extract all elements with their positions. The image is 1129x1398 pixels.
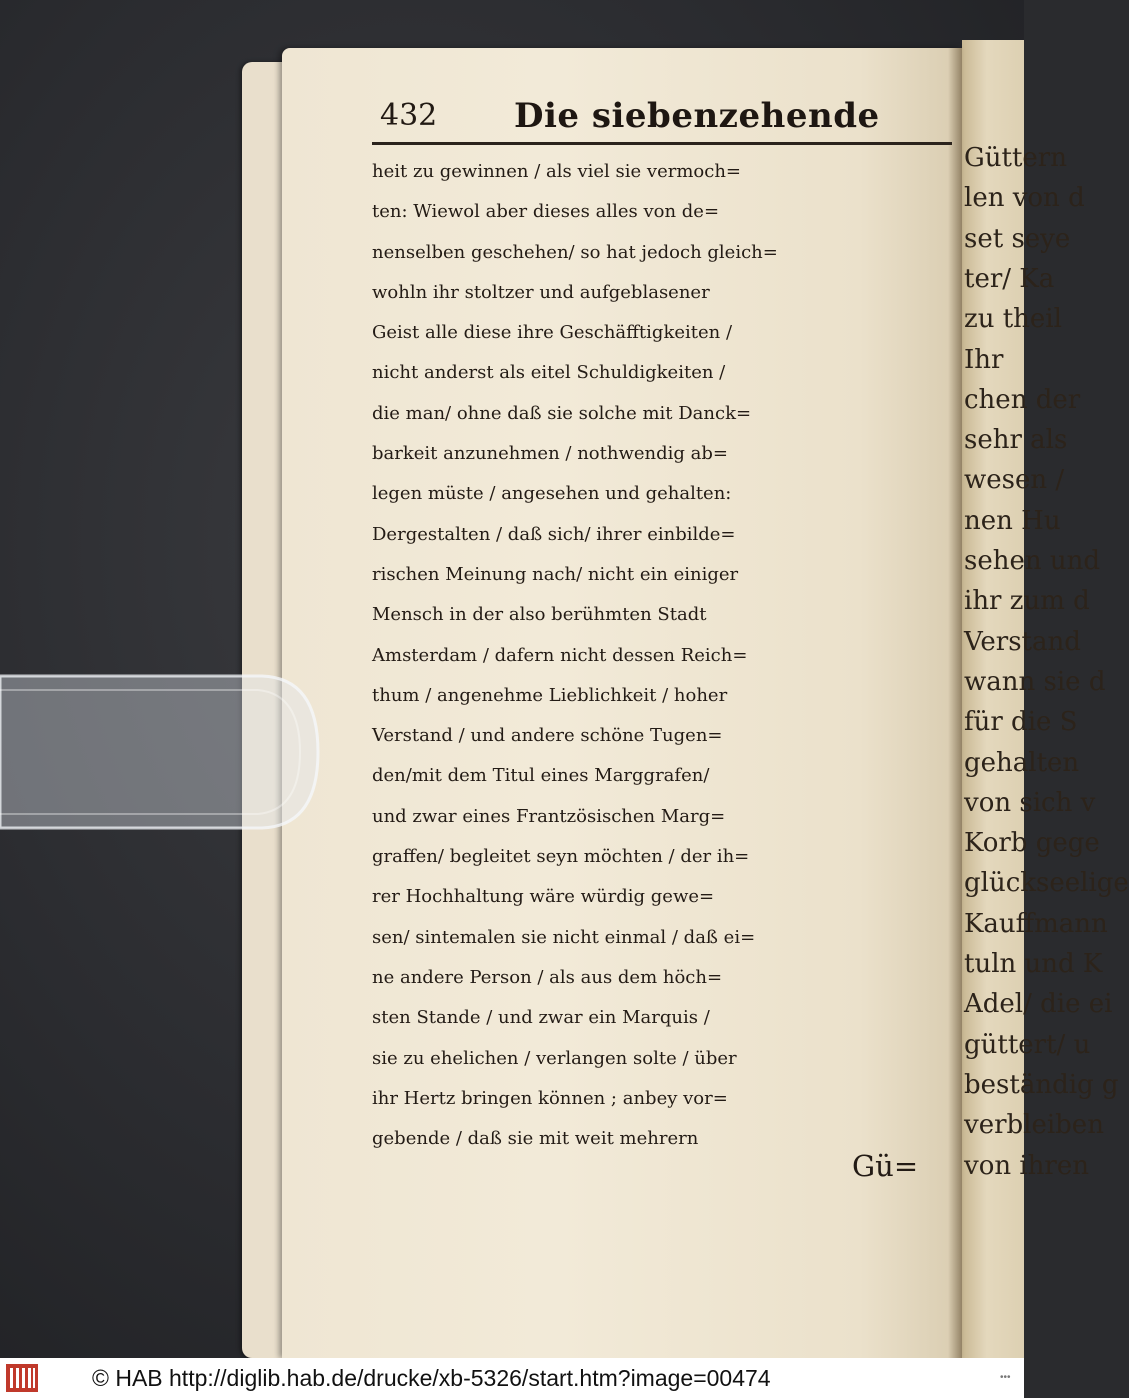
text-line: Mensch in der also berühmten Stadt	[372, 604, 707, 626]
page-header	[376, 92, 952, 140]
text-line: rer Hochhaltung wäre würdig gewe=	[372, 886, 715, 908]
facing-page-line: Adel/ die ei	[964, 989, 1113, 1020]
facing-page-line: set seye	[964, 223, 1071, 254]
facing-page-line: Güttern	[964, 143, 1067, 173]
text-line: Verstand / und andere schöne Tugen=	[372, 725, 723, 747]
facing-page-line: tuln und K	[964, 949, 1103, 979]
facing-page-line: sehr als	[964, 425, 1068, 456]
text-line: nenselben geschehen/ so hat jedoch gleich=	[372, 241, 778, 263]
text-line: sten Stande / und zwar ein Marquis /	[372, 1007, 710, 1029]
text-line: barkeit anzunehmen / nothwendig ab=	[372, 443, 728, 465]
text-line: ten: Wiewol aber dieses alles von de=	[372, 201, 720, 223]
text-line: Amsterdam / dafern nicht dessen Reich=	[372, 644, 748, 666]
facing-page-line: wann sie d	[964, 666, 1106, 697]
facing-page-line: verbleiben	[964, 1110, 1104, 1141]
running-head: Die siebenzehende	[514, 96, 880, 136]
facing-page-line: Ihr	[964, 344, 1004, 375]
text-line: sen/ sintemalen sie nicht einmal / daß ei=	[372, 926, 756, 948]
facing-page-line: nen Hu	[964, 505, 1061, 536]
text-line: und zwar eines Frantzösischen Marg=	[372, 805, 726, 827]
page-number: 432	[380, 98, 438, 133]
catchword: Gü=	[852, 1149, 919, 1183]
facing-page-line: ihr zum d	[964, 586, 1090, 617]
footer-dots-icon: •••	[1000, 1372, 1011, 1383]
text-line: sie zu ehelichen / verlangen solte / über	[372, 1047, 737, 1069]
facing-page-line: ter/ Ka	[964, 263, 1055, 294]
text-line: graffen/ begleitet seyn möchten / der ih=	[372, 846, 750, 868]
text-line: gebende / daß sie mit weit mehrern	[372, 1128, 699, 1150]
text-line: die man/ ohne daß sie solche mit Danck=	[372, 402, 752, 424]
text-line: heit zu gewinnen / als viel sie vermoch=	[372, 161, 741, 182]
page-body-text	[372, 152, 952, 1159]
transparent-bookmark-strip	[0, 664, 320, 840]
text-line: Geist alle diese ihre Geschäfftigkeiten /	[372, 322, 733, 344]
text-line: legen müste / angesehen und gehalten:	[372, 483, 732, 505]
text-line: den/mit dem Titul eines Marggrafen/	[372, 765, 710, 787]
text-line: rischen Meinung nach/ nicht ein einiger	[372, 563, 739, 585]
text-line: nicht anderst als eitel Schuldigkeiten /	[372, 362, 726, 384]
facing-page-fragment	[962, 40, 1129, 1358]
text-line: ihr Hertz bringen können ; anbey vor=	[372, 1087, 728, 1109]
facing-page-line: chen der	[964, 384, 1081, 415]
facing-page-line: len von d	[964, 183, 1085, 214]
footer-bar	[0, 1358, 1024, 1398]
facing-page-line: Verstand	[964, 626, 1081, 657]
text-line: wohln ihr stoltzer und aufgeblasener	[372, 281, 710, 303]
facing-page-line: für die S	[964, 707, 1078, 738]
facing-page-line: sehen und	[964, 546, 1101, 576]
facing-page-line: zu theil	[964, 304, 1062, 335]
text-line: Dergestalten / daß sich/ ihrer einbilde=	[372, 523, 736, 545]
facing-page-line: wesen /	[964, 465, 1065, 496]
facing-page-line: gehalten	[964, 747, 1080, 778]
hab-logo-icon	[6, 1364, 38, 1392]
facing-page-line: Kauffmann	[964, 908, 1108, 939]
text-line: ne andere Person / als aus dem höch=	[372, 966, 723, 988]
facing-page-line: beständig g	[964, 1069, 1119, 1100]
facing-page-line: von ihren	[964, 1150, 1089, 1181]
text-line: thum / angenehme Lieblichkeit / hoher	[372, 684, 728, 706]
facing-page-line: glückseelige	[964, 868, 1129, 899]
facing-page-line: güttert/ u	[964, 1029, 1091, 1060]
facing-page-line: von sich v	[964, 787, 1096, 818]
header-rule	[372, 142, 952, 145]
facing-page-line: Korb gege	[964, 828, 1100, 859]
footer-copyright-url: © HAB http://diglib.hab.de/drucke/xb-5326/start.htm?image=00474	[92, 1365, 771, 1391]
